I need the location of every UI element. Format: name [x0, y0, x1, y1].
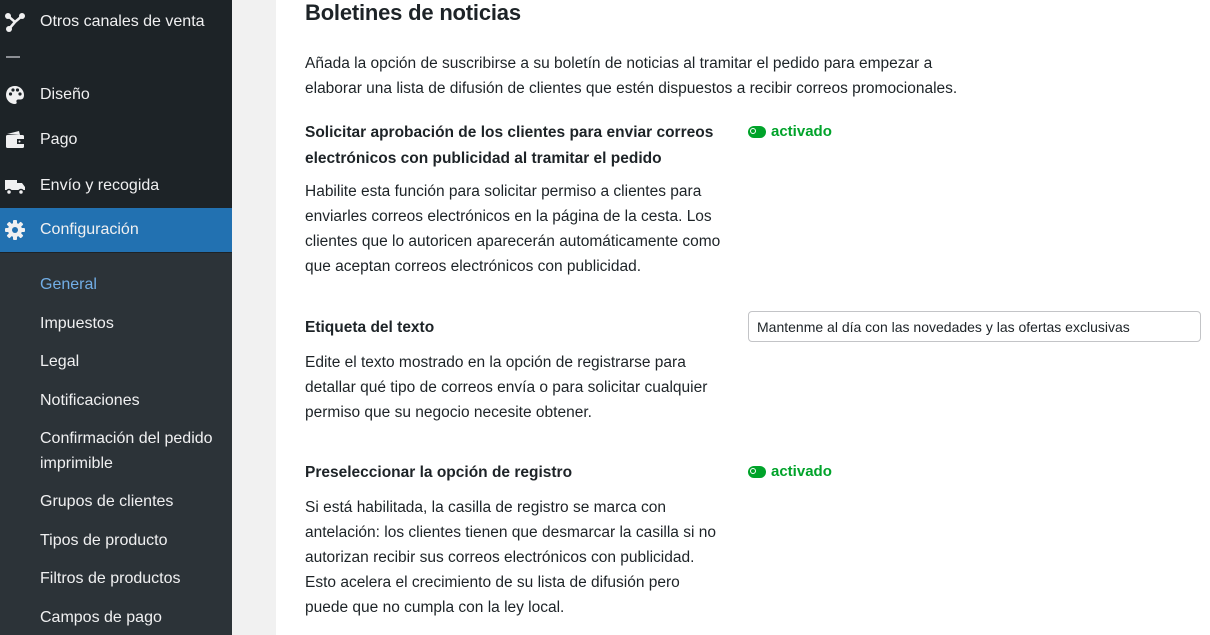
truck-icon — [4, 175, 26, 197]
submenu-item-filtros-productos[interactable]: Filtros de productos — [40, 570, 181, 587]
sidebar-item-configuracion[interactable] — [0, 208, 232, 252]
channels-icon — [4, 11, 26, 33]
submenu-item-impuestos[interactable]: Impuestos — [40, 315, 114, 332]
label-text-input[interactable] — [748, 311, 1201, 342]
toggle-solicitar-aprobacion[interactable] — [748, 123, 832, 140]
sidebar-item-pago[interactable] — [0, 118, 232, 162]
sidebar-item-label: Envío y recogida — [40, 177, 160, 194]
submenu-item-grupos-clientes[interactable]: Grupos de clientes — [40, 493, 174, 510]
sidebar-item-label: Pago — [40, 131, 78, 148]
setting-description-etiqueta-texto: Edite el texto mostrado en la opción de registrarse para detallar qué tipo de correos envía o para solicitar cualquier permiso que su negocio necesite obtener. — [305, 354, 708, 421]
setting-title-solicitar-aprobacion: Solicitar aprobación de los clientes para enviar correos electrónicos con publicidad al tramitar el pedido — [305, 124, 714, 167]
submenu-item-legal[interactable]: Legal — [40, 353, 80, 370]
gear-icon — [4, 219, 26, 241]
settings-submenu — [0, 253, 232, 635]
sidebar-item-label: Diseño — [40, 86, 90, 103]
submenu-item-notificaciones[interactable]: Notificaciones — [40, 392, 140, 409]
settings-content — [276, 0, 1210, 635]
toggle-label: activado — [771, 123, 832, 140]
toggle-label: activado — [771, 463, 832, 480]
setting-description-preseleccionar: Si está habilitada, la casilla de registro se marca con antelación: los clientes tienen que desmarcar la casilla si no autorizan recibir sus correos electrónicos con publicidad. Esto acelera el crecimiento de su lista de difusión pero puede que no cumpla con la ley local. — [305, 499, 716, 616]
submenu-item-tipos-producto[interactable]: Tipos de producto — [40, 532, 168, 549]
setting-description-solicitar-aprobacion: Habilite esta función para solicitar permiso a clientes para enviarles correos electrónicos en la página de la cesta. Los clientes que lo autoricen aparecerán automáticamente como que aceptan correos electrónicos con publicidad. — [305, 183, 721, 275]
setting-title-preseleccionar: Preseleccionar la opción de registro — [305, 464, 573, 481]
wallet-icon — [4, 129, 26, 151]
sidebar-item-diseno[interactable] — [0, 73, 232, 117]
sidebar-item-label: Otros canales de venta — [40, 13, 205, 30]
toggle-preseleccionar[interactable] — [748, 463, 832, 480]
toggle-switch-icon — [748, 466, 766, 478]
submenu-item-campos-pago[interactable]: Campos de pago — [40, 609, 162, 626]
section-intro: Añada la opción de suscribirse a su boletín de noticias al tramitar el pedido para empezar a elaborar una lista de difusión de clientes que estén dispuestos a recibir correos promocionales. — [305, 55, 958, 97]
setting-title-etiqueta-texto: Etiqueta del texto — [305, 319, 435, 336]
submenu-item-general[interactable]: General — [40, 276, 97, 293]
sidebar-item-envio[interactable] — [0, 164, 232, 208]
sidebar-separator — [6, 56, 20, 58]
sidebar-item-otros-canales[interactable] — [0, 0, 232, 44]
palette-icon — [4, 84, 26, 106]
page-title: Boletines de noticias — [305, 0, 521, 25]
sidebar-item-label: Configuración — [40, 221, 139, 238]
toggle-switch-icon — [748, 126, 766, 138]
submenu-item-confirmacion-pedido[interactable]: Confirmación del pedido imprimible — [40, 430, 213, 472]
sidebar — [0, 0, 232, 635]
